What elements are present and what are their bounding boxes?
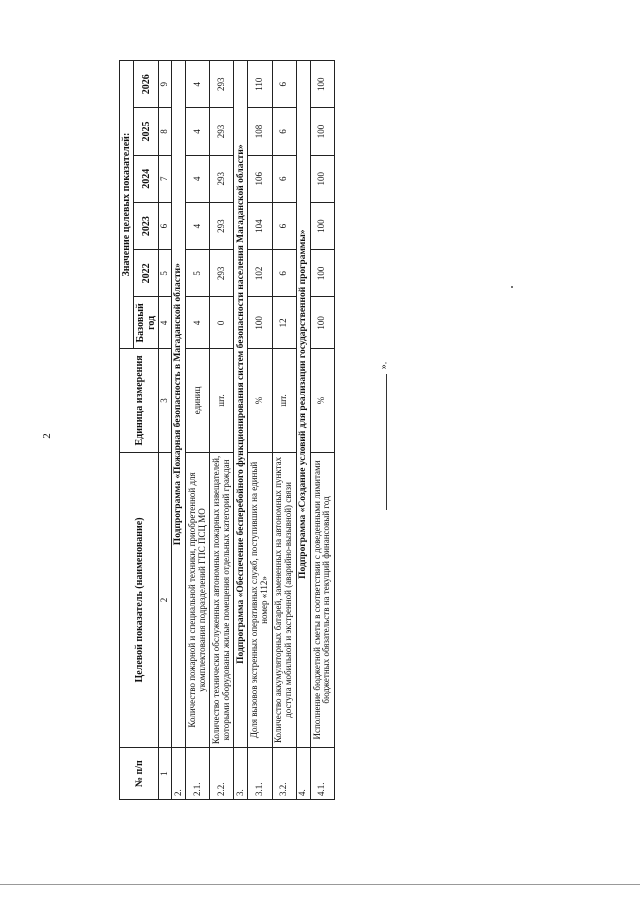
- year-value: 100: [310, 155, 334, 202]
- row-num: 3.2.: [272, 748, 296, 800]
- indicator-row: [186, 61, 210, 800]
- column-number: 5: [159, 250, 172, 297]
- header-year: 2025: [134, 108, 159, 155]
- year-value: 4: [186, 61, 210, 108]
- year-value: 108: [248, 108, 272, 155]
- year-value: 104: [248, 202, 272, 249]
- year-value: 6: [272, 202, 296, 249]
- base-year-value: 4: [186, 297, 210, 349]
- header-base-year: Базовый год: [134, 297, 159, 349]
- scan-dot: [511, 286, 513, 288]
- column-number: 9: [159, 61, 172, 108]
- indicator-row: [272, 61, 296, 800]
- year-value: 106: [248, 155, 272, 202]
- indicator-table-container: [119, 60, 335, 800]
- row-num: 2.: [171, 748, 185, 800]
- header-year: 2024: [134, 155, 159, 202]
- year-value: 100: [310, 250, 334, 297]
- closing-quote: ».: [378, 361, 390, 370]
- header-year: 2026: [134, 61, 159, 108]
- underline: [386, 374, 387, 510]
- base-year-value: 100: [310, 297, 334, 349]
- header-unit: Единица измерения: [120, 349, 159, 452]
- year-value: 100: [310, 108, 334, 155]
- unit-cell: единиц: [186, 349, 210, 452]
- column-number: 7: [159, 155, 172, 202]
- year-value: 293: [210, 108, 234, 155]
- year-value: 293: [210, 155, 234, 202]
- row-num: 4.1.: [310, 748, 334, 800]
- indicator-row: [248, 61, 272, 800]
- indicator-row: [210, 61, 234, 800]
- year-value: 4: [186, 155, 210, 202]
- closing-line: [380, 360, 392, 510]
- year-value: 293: [210, 61, 234, 108]
- column-number: 8: [159, 108, 172, 155]
- year-value: 4: [186, 108, 210, 155]
- year-value: 110: [248, 61, 272, 108]
- indicator-row: [310, 61, 334, 800]
- unit-cell: шт.: [210, 349, 234, 452]
- page-number: 2: [40, 433, 53, 439]
- unit-cell: %: [248, 349, 272, 452]
- year-value: 5: [186, 250, 210, 297]
- year-value: 293: [210, 250, 234, 297]
- row-num: 2.2.: [210, 748, 234, 800]
- subprogram-title: Подпрограмма «Пожарная безопасность в Магаданской области»: [171, 61, 185, 748]
- year-value: 100: [310, 61, 334, 108]
- subprogram-title: Подпрограмма «Обеспечение бесперебойного функционирования систем безопасности населения Магаданской области»: [234, 61, 248, 748]
- base-year-value: 100: [248, 297, 272, 349]
- row-num: 3.: [234, 748, 248, 800]
- year-value: 6: [272, 108, 296, 155]
- subprogram-title: Подпрограмма «Создание условий для реализации государственной программы»: [296, 61, 310, 748]
- header-row: [120, 61, 134, 800]
- unit-cell: шт.: [272, 349, 296, 452]
- year-value: 6: [272, 155, 296, 202]
- column-number: 2: [159, 452, 172, 748]
- indicator-name: Количество пожарной и специальной техники, приобретенной для укомплектования подразделений ГПС ПСЦ МО: [186, 452, 210, 748]
- row-num: 4.: [296, 748, 310, 800]
- bottom-rule: [0, 884, 640, 885]
- year-value: 6: [272, 250, 296, 297]
- row-num: 2.1.: [186, 748, 210, 800]
- subprogram-row: [296, 61, 310, 800]
- indicator-table: [119, 60, 335, 800]
- base-year-value: 0: [210, 297, 234, 349]
- year-value: 100: [310, 202, 334, 249]
- row-num: 3.1.: [248, 748, 272, 800]
- year-value: 4: [186, 202, 210, 249]
- base-year-value: 12: [272, 297, 296, 349]
- indicator-name: Исполнение бюджетной сметы в соответствии с доведенными лимитами бюджетных обязательств на текущий финансовый год: [310, 452, 334, 748]
- header-year: 2022: [134, 250, 159, 297]
- header-indicator: Целевой показатель (наименование): [120, 452, 159, 748]
- header-num: № п/п: [120, 748, 159, 800]
- column-number-row: [159, 61, 172, 800]
- column-number: 3: [159, 349, 172, 452]
- column-number: 6: [159, 202, 172, 249]
- indicator-name: Доля вызовов экстренных оперативных служб, поступивших на единый номер «112»: [248, 452, 272, 748]
- column-number: 4: [159, 297, 172, 349]
- subprogram-row: [171, 61, 185, 800]
- year-value: 102: [248, 250, 272, 297]
- indicator-name: Количество аккумуляторных батарей, замененных на автономных пунктах доступа мобильной и экстренной (аварийно-вызывной) связи: [272, 452, 296, 748]
- column-number: 1: [159, 748, 172, 800]
- header-values-group: Значение целевых показателей:: [120, 61, 134, 349]
- subprogram-row: [234, 61, 248, 800]
- unit-cell: %: [310, 349, 334, 452]
- year-value: 6: [272, 61, 296, 108]
- indicator-name: Количество технически обслуженных автономных пожарных извещателей, которыми оборудованы жилые помещения отдельных категорий граждан: [210, 452, 234, 748]
- year-value: 293: [210, 202, 234, 249]
- header-year: 2023: [134, 202, 159, 249]
